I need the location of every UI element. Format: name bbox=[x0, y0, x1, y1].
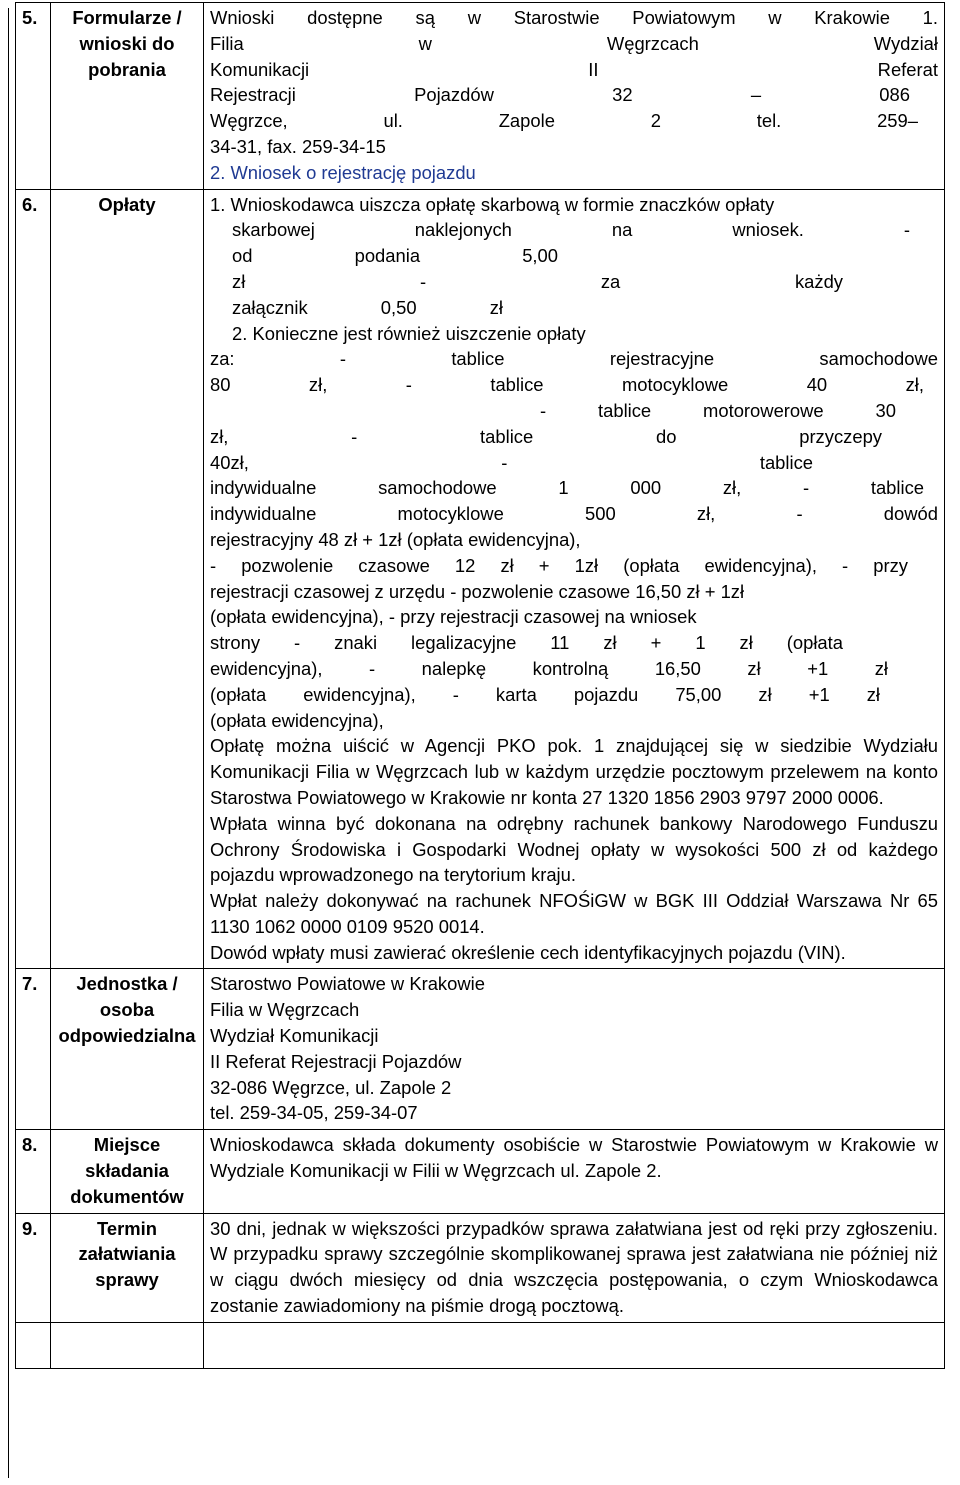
row-content bbox=[204, 1130, 945, 1213]
row-label: Miejsce składania dokumentów bbox=[51, 1130, 204, 1213]
content-line: - pozwolenie czasowe 12 zł + 1zł (opłata ewidencyjna), - przy bbox=[210, 554, 908, 576]
content-line: Komunikacji II Referat bbox=[210, 58, 938, 80]
table-row bbox=[16, 3, 945, 190]
content-line: od podania 5,00 bbox=[232, 245, 558, 267]
content-line: Starostwo Powiatowe w Krakowie bbox=[210, 973, 485, 995]
content-line: 2. Konieczne jest również uiszczenie opłaty bbox=[232, 322, 586, 344]
content-line: Rejestracji Pojazdów 32 – 086 bbox=[210, 84, 910, 106]
empty-cell bbox=[16, 1322, 51, 1368]
content-line: (opłata ewidencyjna), - przy rejestracji czasowej na wniosek bbox=[210, 606, 697, 628]
empty-cell bbox=[204, 1322, 945, 1368]
table-row bbox=[16, 1213, 945, 1322]
content-line: strony - znaki legalizacyjne 11 zł + 1 zł (opłata bbox=[210, 632, 843, 654]
row-number: 9. bbox=[16, 1213, 51, 1322]
content-line: tel. 259-34-05, 259-34-07 bbox=[210, 1102, 418, 1124]
content-line: skarbowej naklejonych na wniosek. - bbox=[232, 219, 910, 241]
content-line: Filia w Węgrzcach bbox=[210, 999, 360, 1021]
page-margin-line bbox=[8, 8, 9, 1478]
table-row bbox=[16, 189, 945, 969]
content-line: (opłata ewidencyjna), - karta pojazdu 75,00 zł +1 zł bbox=[210, 683, 880, 705]
content-paragraph: Wpłata winna być dokonana na odrębny rachunek bankowy Narodowego Funduszu Ochrony Środowiska i Gospodarki Wodnej opłaty w wysokości 500 zł od każdego pojazdu wprowadzonego na terytorium kraju. bbox=[210, 812, 938, 886]
content-line: 34-31, fax. 259-34-15 bbox=[210, 135, 386, 157]
content-line: 1. Wnioskodawca uiszcza opłatę skarbową w formie znaczków opłaty bbox=[210, 193, 775, 215]
content-line: 2. Wniosek o rejestrację pojazdu bbox=[210, 161, 476, 183]
content-line: Filia w Węgrzcach Wydział bbox=[210, 32, 938, 54]
content-line: Wydział Komunikacji bbox=[210, 1025, 379, 1047]
row-number: 6. bbox=[16, 189, 51, 969]
row-content bbox=[204, 189, 945, 969]
row-content bbox=[204, 1213, 945, 1322]
content-paragraph: Wnioskodawca składa dokumenty osobiście w Starostwie Powiatowym w Krakowie w Wydziale Komunikacji w Filii w Węgrzcach ul. Zapole 2. bbox=[210, 1134, 938, 1182]
empty-cell bbox=[51, 1322, 204, 1368]
content-paragraph: Wpłat należy dokonywać na rachunek NFOŚiGW w BGK III Oddział Warszawa Nr 65 1130 1062 0000 0109 9520 0014. bbox=[210, 890, 938, 937]
row-label: Formularze / wnioski do pobrania bbox=[51, 3, 204, 190]
content-line: 80 zł, - tablice motocyklowe 40 zł, bbox=[210, 374, 924, 396]
content-line: rejestracyjny 48 zł + 1zł (opłata ewidencyjna), bbox=[210, 528, 581, 550]
row-number: 5. bbox=[16, 3, 51, 190]
row-number: 8. bbox=[16, 1130, 51, 1213]
content-line: indywidualne samochodowe 1 000 zł, - tablice bbox=[210, 477, 924, 499]
content-line: za: - tablice rejestracyjne samochodowe bbox=[210, 348, 938, 370]
row-content bbox=[204, 969, 945, 1130]
row-number: 7. bbox=[16, 969, 51, 1130]
procedure-table bbox=[15, 2, 945, 1369]
content-line: Wnioski dostępne są w Starostwie Powiatowym w Krakowie 1. bbox=[210, 7, 938, 28]
row-label: Termin załatwiania sprawy bbox=[51, 1213, 204, 1322]
content-line: ewidencyjna), - nalepkę kontrolną 16,50 zł +1 zł bbox=[210, 657, 888, 679]
content-line: - tablice motorowerowe 30 bbox=[540, 399, 896, 421]
table-row bbox=[16, 969, 945, 1130]
content-paragraph: Opłatę można uiścić w Agencji PKO pok. 1 znajdującej się w siedzibie Wydziału Komunikacji Filia w Węgrzcach lub w każdym urzędzie pocztowym przelewem na konto Starostwa Powiatowego w Krakowie nr konta 27 1320 1856 2903 9797 2000 0006. bbox=[210, 735, 938, 808]
content-line: załącznik 0,50 zł bbox=[232, 296, 503, 318]
content-line: Węgrzce, ul. Zapole 2 tel. 259– bbox=[210, 110, 918, 132]
content-line: (opłata ewidencyjna), bbox=[210, 709, 384, 731]
content-line: 32-086 Węgrzce, ul. Zapole 2 bbox=[210, 1076, 452, 1098]
row-label: Opłaty bbox=[51, 189, 204, 969]
content-line: rejestracji czasowej z urzędu - pozwolenie czasowe 16,50 zł + 1zł bbox=[210, 580, 745, 602]
content-line: zł - za każdy bbox=[232, 270, 843, 292]
row-label: Jednostka / osoba odpowiedzialna bbox=[51, 969, 204, 1130]
content-line: II Referat Rejestracji Pojazdów bbox=[210, 1050, 462, 1072]
content-line: zł, - tablice do przyczepy bbox=[210, 425, 882, 447]
row-content bbox=[204, 3, 945, 190]
content-paragraph: 30 dni, jednak w większości przypadków sprawa załatwiana jest od ręki przy zgłoszeniu. W przypadku sprawy szczególnie skomplikowanej sprawa jest załatwiana nie później niż w ciągu dwóch miesięcy od dnia wszczęcia postępowania, o czym Wnioskodawca zostanie zawiadomiony na piśmie drogą pocztową. bbox=[210, 1217, 938, 1317]
content-line: 40zł, - tablice bbox=[210, 451, 813, 473]
table-row bbox=[16, 1130, 945, 1213]
content-line: indywidualne motocyklowe 500 zł, - dowód bbox=[210, 503, 938, 525]
table-row-empty bbox=[16, 1322, 945, 1368]
content-paragraph: Dowód wpłaty musi zawierać określenie cech identyfikacyjnych pojazdu (VIN). bbox=[210, 941, 846, 963]
